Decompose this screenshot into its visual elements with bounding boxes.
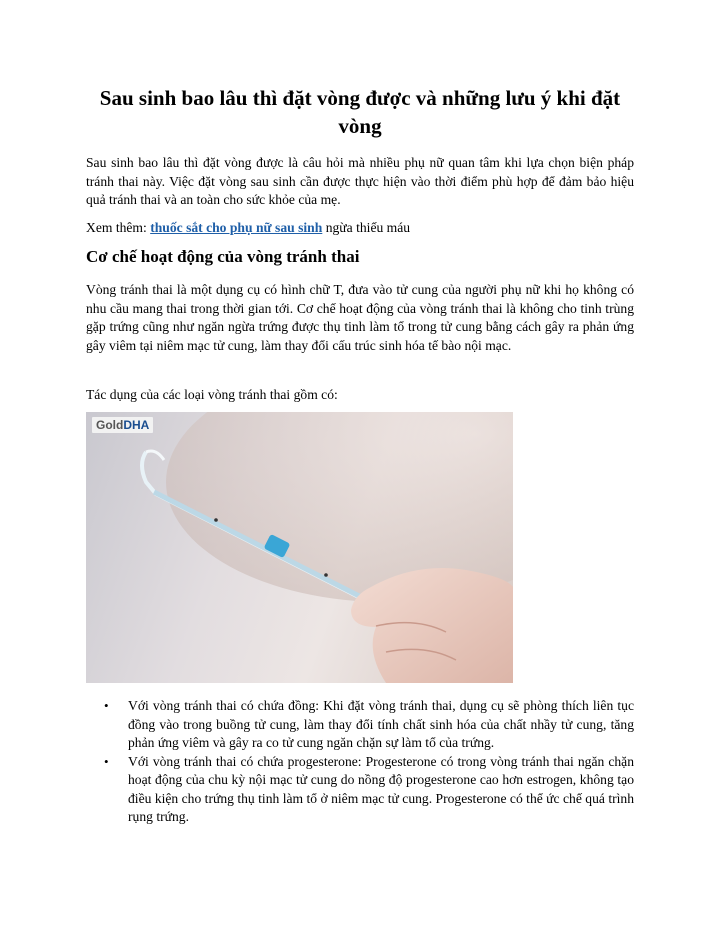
section-heading: Cơ chế hoạt động của vòng tránh thai — [86, 247, 360, 266]
gold-dha-logo: GoldDHA — [92, 417, 153, 433]
see-also-paragraph — [86, 219, 634, 238]
see-also-prefix: Xem thêm: — [86, 220, 151, 235]
effects-intro: Tác dụng của các loại vòng tránh thai gồm có: — [86, 387, 338, 402]
iud-device-hook — [146, 451, 164, 460]
iud-mark — [214, 518, 218, 522]
iud-illustration — [86, 412, 513, 683]
page-title: Sau sinh bao lâu thì đặt vòng được và những lưu ý khi đặt vòng — [99, 86, 621, 138]
iud-mark — [324, 573, 328, 577]
see-also-suffix: ngừa thiếu máu — [322, 220, 411, 235]
hand-fingers — [351, 568, 513, 683]
see-also-link[interactable]: thuốc sắt cho phụ nữ sau sinh — [150, 220, 323, 235]
effects-list — [86, 697, 634, 827]
list-item: • Với vòng tránh thai có chứa progesterone: Progesterone có trong vòng tránh thai ngăn chặn hoạt động của chu kỳ nội mạc tử cung do nồng độ progesterone cao hơn estrogen, không tạo điều kiện cho trứng thụ tinh làm tổ ở niêm mạc tử cung. Progesterone có thể ức chế quá trình rụng trứng. — [104, 753, 634, 824]
iud-photo — [86, 412, 513, 683]
bullet-icon: • — [104, 698, 109, 713]
list-item: • Với vòng tránh thai có chứa đồng: Khi đặt vòng tránh thai, dụng cụ sẽ phòng thích liên tục đồng vào trong buồng tử cung, làm thay đổi tính chất sinh hóa của chất nhầy tử cung, tăng phản ứng viêm và gây ra co tử cung ngăn chặn sự làm tổ của trứng. — [104, 698, 634, 750]
bullet-icon: • — [104, 753, 109, 769]
intro-paragraph: Sau sinh bao lâu thì đặt vòng được là câu hỏi mà nhiều phụ nữ quan tâm khi lựa chọn biện pháp tránh thai này. Việc đặt vòng sau sinh cần được thực hiện vào thời điểm phù hợp để đảm bảo hiệu quả tránh thai và an toàn cho sức khỏe của mẹ. — [86, 155, 634, 207]
mechanism-paragraph: Vòng tránh thai là một dụng cụ có hình chữ T, đưa vào tử cung của người phụ nữ khi họ không có nhu cầu mang thai trong thời gian tới. Cơ chế hoạt động của vòng tránh thai là không cho tinh trùng gặp trứng cũng như ngăn ngừa trứng được thụ tinh làm tổ trong tử cung bằng cách gây ra phản ứng gây viêm tại niêm mạc tử cung, làm thay đổi cấu trúc sinh hóa tế bào nội mạc. — [86, 282, 634, 353]
